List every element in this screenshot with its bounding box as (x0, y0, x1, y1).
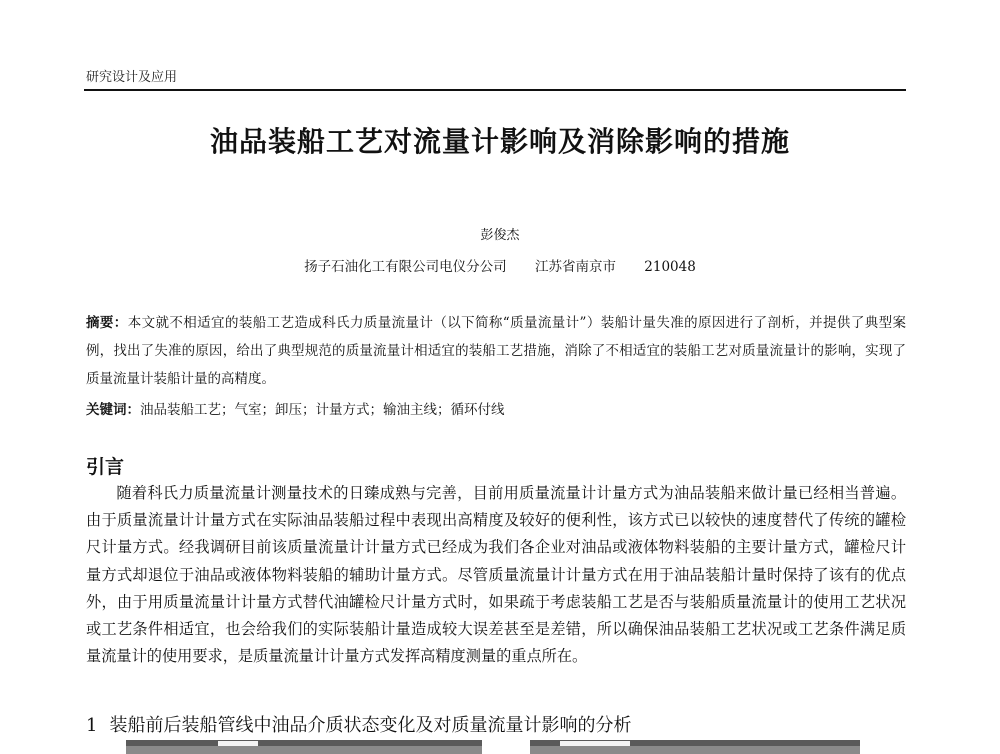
paper-title: 油品装船工艺对流量计影响及消除影响的措施 (209, 125, 790, 158)
affiliation-zip: 210048 (644, 259, 696, 275)
figure-left-partial (126, 740, 482, 754)
keywords-text: 油品装船工艺；气室；卸压；计量方式；输油主线；循环付线 (140, 402, 505, 418)
figure-right-field (560, 741, 630, 746)
running-header: 研究设计及应用 (86, 70, 178, 85)
abstract-text: 本文就不相适宜的装船工艺造成科氏力质量流量计（以下简称“质量流量计”）装船计量失准的原因进行了剖析，并提供了典型案例，找出了失准的原因，给出了典型规范的质量流量计相适宜的装船工艺措施，消除了不相适宜的装船工艺对质量流量计的影响，实现了质量流量计装船计量的高精度。 (86, 315, 906, 387)
figure-left-field (218, 741, 258, 746)
figure-right-partial (530, 740, 860, 754)
author-name: 彭俊杰 (480, 228, 520, 243)
keywords (86, 396, 906, 424)
abstract (86, 309, 906, 393)
figure-left-titlebar (126, 740, 482, 746)
affiliation-org: 扬子石油化工有限公司电仪分公司 (304, 259, 507, 275)
affiliation (0, 255, 1000, 275)
affiliation-city: 江苏省南京市 (534, 259, 616, 275)
section-heading-1 (86, 711, 643, 737)
intro-paragraph: 随着科氏力质量流量计测量技术的日臻成熟与完善，目前用质量流量计计量方式为油品装船来做计量已经相当普遍。由于质量流量计计量方式在实际油品装船过程中表现出高精度及较好的便利性，该方式已以较快的速度替代了传统的罐检尺计量方式。经我调研目前该质量流量计计量方式已经成为我们各企业对油品或液体物料装船的主要计量方式，罐检尺计量方式却退位于油品或液体物料装船的辅助计量方式。尽管质量流量计计量方式在用于油品装船计量时保持了该有的优点外，由于用质量流量计计量方式替代油罐检尺计量方式时，如果疏于考虑装船工艺是否与装船质量流量计的使用工艺状况或工艺条件相适宜，也会给我们的实际装船计量造成较大误差甚至是差错，所以确保油品装船工艺状况或工艺条件满足质量流量计的使用要求，是质量流量计计量方式发挥高精度测量的重点所在。 (86, 484, 906, 666)
section-number: 1 (86, 715, 98, 736)
section-title: 装船前后装船管线中油品介质状态变化及对质量流量计影响的分析 (109, 715, 632, 736)
keywords-label: 关键词： (86, 402, 140, 418)
header-divider (84, 89, 906, 91)
section-heading-intro: 引言 (86, 456, 125, 478)
abstract-label: 摘要： (86, 315, 128, 331)
